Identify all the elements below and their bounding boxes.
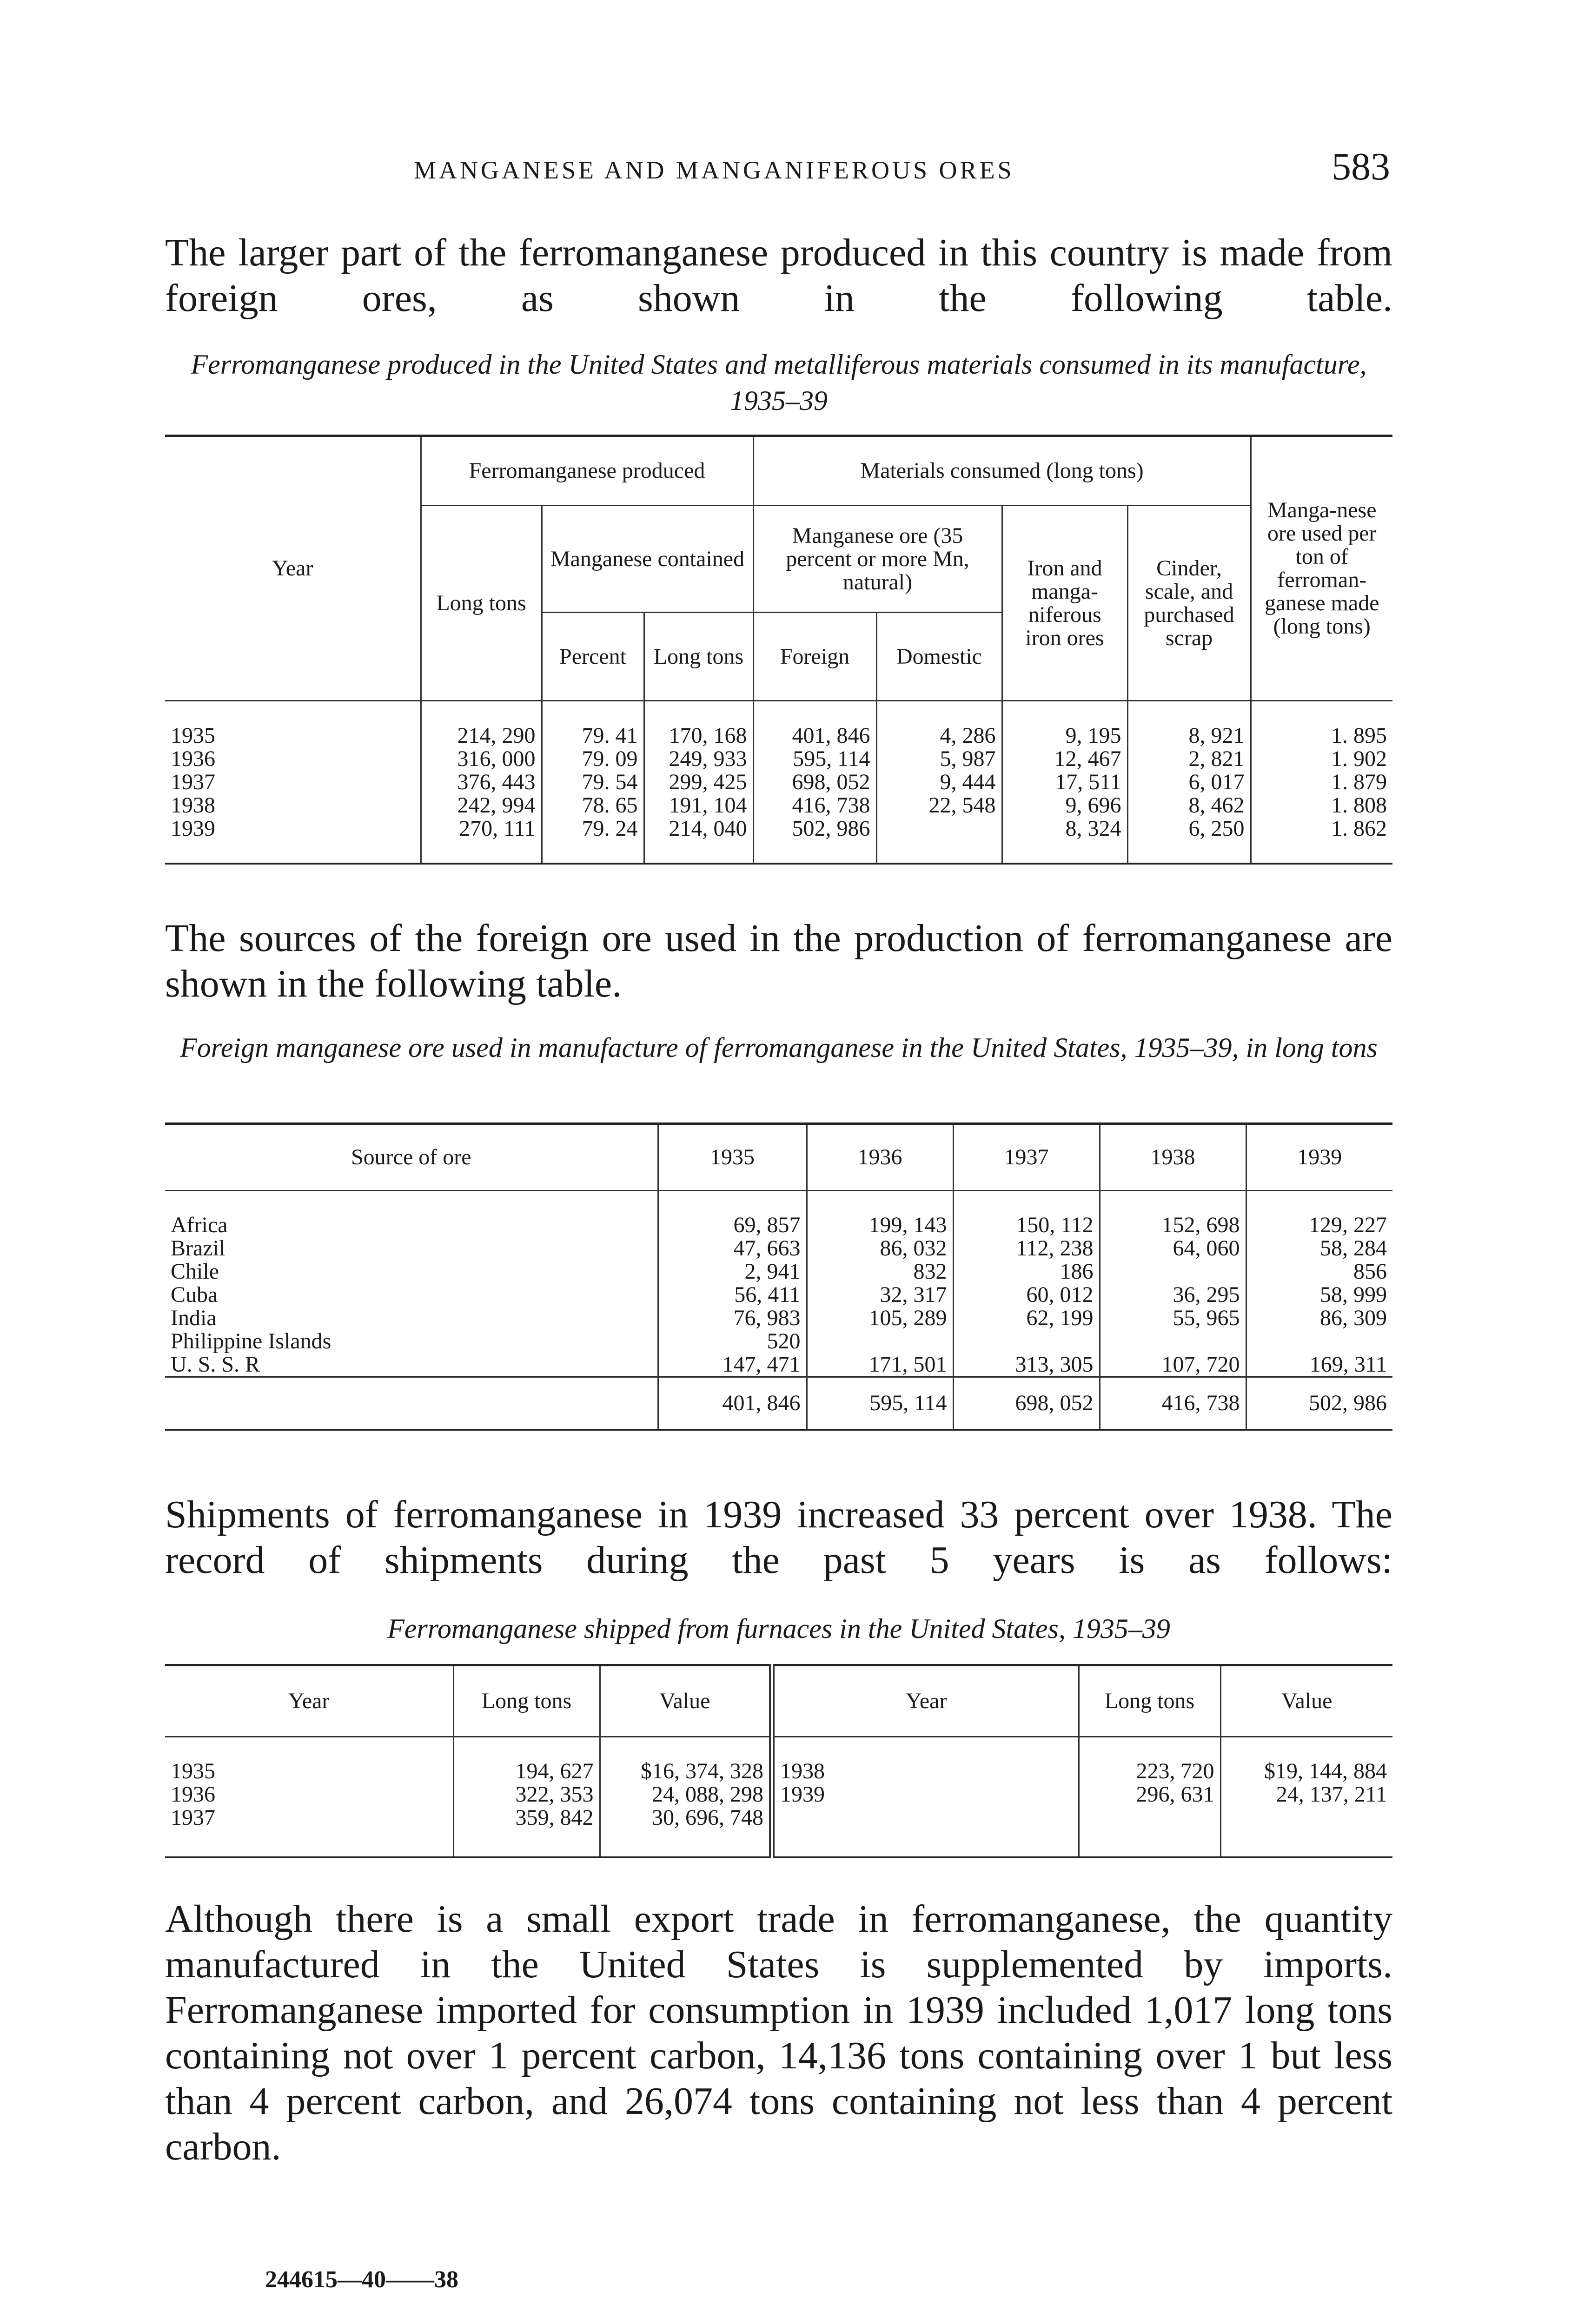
row-year: 1939 <box>171 816 215 841</box>
cell-1938: 64, 060 <box>1100 1237 1246 1260</box>
header-1939: 1939 <box>1246 1124 1392 1191</box>
cell-domestic: 22, 548 <box>876 794 1002 817</box>
cell-1939: 856 <box>1246 1260 1392 1283</box>
header-percent: Percent <box>542 613 644 701</box>
table-row <box>165 1283 1392 1307</box>
header-year: Year <box>165 436 421 701</box>
paragraph-intro: The larger part of the ferromanganese produced in this country is made from foreign ores, as shown in the following table. <box>165 231 1392 320</box>
cell-cinder: 2, 821 <box>1127 747 1251 771</box>
ferromanganese-production-table <box>165 435 1392 865</box>
cell-1939: 129, 227 <box>1246 1214 1392 1237</box>
foreign-ore-sources-table <box>165 1122 1392 1431</box>
running-title: MANGANESE AND MANGANIFEROUS ORES <box>414 156 1014 184</box>
table-row <box>165 771 1392 794</box>
cell-per-ton: 1. 902 <box>1251 747 1392 771</box>
row-year: 1937 <box>171 769 215 794</box>
cell-mn-tons: 191, 104 <box>644 794 753 817</box>
cell-value: $19, 144, 884 <box>1220 1760 1392 1783</box>
printer-code: 244615—40——38 <box>265 2266 458 2293</box>
cell-domestic: 9, 444 <box>876 771 1002 794</box>
cell-foreign: 502, 986 <box>753 817 876 840</box>
cell-value: 24, 137, 211 <box>1220 1783 1392 1806</box>
table-row <box>165 1330 1392 1353</box>
table-row <box>165 747 1392 771</box>
cell-long-tons: 296, 631 <box>1079 1783 1220 1806</box>
cell-value: 24, 088, 298 <box>600 1783 772 1806</box>
cell-long-tons: 376, 443 <box>421 771 542 794</box>
cell-1936: 832 <box>807 1260 953 1283</box>
row-year: 1938 <box>772 1760 1079 1783</box>
cell-mn-tons: 214, 040 <box>644 817 753 840</box>
header-1936: 1936 <box>807 1124 953 1191</box>
page-number: 583 <box>1332 145 1390 188</box>
table-row <box>165 794 1392 817</box>
header-value-right: Value <box>1220 1665 1392 1737</box>
header-mn-contained: Manganese contained <box>542 506 753 613</box>
cell-1935: 56, 411 <box>658 1283 807 1307</box>
cell-1936: 171, 501 <box>807 1353 953 1377</box>
row-year: 1936 <box>171 1782 215 1807</box>
cell-foreign: 416, 738 <box>753 794 876 817</box>
row-source: Brazil <box>171 1236 225 1261</box>
header-mn-ore-used-per-ton: Manga-nese ore used per ton of ferroman-ganese made (long tons) <box>1251 436 1392 701</box>
header-value-left: Value <box>600 1665 772 1737</box>
cell-1939: 58, 999 <box>1246 1283 1392 1307</box>
header-ferro-produced: Ferromanganese produced <box>421 436 753 506</box>
header-source: Source of ore <box>165 1124 658 1191</box>
cell-iron: 9, 696 <box>1002 794 1127 817</box>
cell-value <box>1220 1806 1392 1829</box>
cell-mn-tons: 249, 933 <box>644 747 753 771</box>
cell-1937: 62, 199 <box>953 1307 1100 1330</box>
cell-1938: 36, 295 <box>1100 1283 1246 1307</box>
cell-1939: 169, 311 <box>1246 1353 1392 1377</box>
header-long-tons-right: Long tons <box>1079 1665 1220 1737</box>
cell-long-tons: 322, 353 <box>453 1783 600 1806</box>
cell-foreign: 401, 846 <box>753 724 876 747</box>
cell-long-tons: 223, 720 <box>1079 1760 1220 1783</box>
table-row <box>165 1760 1392 1783</box>
table-row <box>165 817 1392 840</box>
header-long-tons-left: Long tons <box>453 1665 600 1737</box>
cell-1936 <box>807 1330 953 1353</box>
cell-1939: 58, 284 <box>1246 1237 1392 1260</box>
table-row <box>165 724 1392 747</box>
row-source: Cuba <box>171 1282 218 1307</box>
total-1937: 698, 052 <box>953 1377 1100 1430</box>
cell-1938: 55, 965 <box>1100 1307 1246 1330</box>
table-row <box>165 1307 1392 1330</box>
table3-caption: Ferromanganese shipped from furnaces in the United States, 1935–39 <box>387 1613 1170 1644</box>
cell-mn-tons: 170, 168 <box>644 724 753 747</box>
cell-iron: 8, 324 <box>1002 817 1127 840</box>
header-mn-long-tons: Long tons <box>644 613 753 701</box>
cell-percent: 78. 65 <box>542 794 644 817</box>
cell-1935: 76, 983 <box>658 1307 807 1330</box>
cell-foreign: 595, 114 <box>753 747 876 771</box>
cell-1935: 47, 663 <box>658 1237 807 1260</box>
cell-1937: 186 <box>953 1260 1100 1283</box>
paragraph-sources: The sources of the foreign ore used in the production of ferromanganese are shown in the following table. <box>165 917 1392 1005</box>
cell-1938 <box>1100 1330 1246 1353</box>
cell-1935: 520 <box>658 1330 807 1353</box>
cell-mn-tons: 299, 425 <box>644 771 753 794</box>
page-header <box>163 144 1390 195</box>
cell-iron: 17, 511 <box>1002 771 1127 794</box>
cell-long-tons: 242, 994 <box>421 794 542 817</box>
total-1935: 401, 846 <box>658 1377 807 1430</box>
table-row <box>165 1353 1392 1377</box>
table-row <box>165 1806 1392 1829</box>
cell-cinder: 8, 921 <box>1127 724 1251 747</box>
header-long-tons: Long tons <box>421 506 542 701</box>
cell-domestic <box>876 817 1002 840</box>
cell-long-tons: 359, 842 <box>453 1806 600 1829</box>
row-source: Africa <box>171 1213 228 1237</box>
table1-caption: Ferromanganese produced in the United States and metalliferous materials consumed in its manufacture, 1935–39 <box>191 349 1367 416</box>
row-year: 1938 <box>171 792 215 818</box>
total-1939: 502, 986 <box>1246 1377 1392 1430</box>
cell-long-tons: 270, 111 <box>421 817 542 840</box>
header-1938: 1938 <box>1100 1124 1246 1191</box>
table-row <box>165 1214 1392 1237</box>
cell-domestic: 4, 286 <box>876 724 1002 747</box>
cell-cinder: 6, 250 <box>1127 817 1251 840</box>
cell-iron: 9, 195 <box>1002 724 1127 747</box>
cell-1935: 147, 471 <box>658 1353 807 1377</box>
cell-1936: 199, 143 <box>807 1214 953 1237</box>
cell-1936: 105, 289 <box>807 1307 953 1330</box>
row-source: Philippine Islands <box>171 1329 331 1353</box>
cell-1938 <box>1100 1260 1246 1283</box>
cell-foreign: 698, 052 <box>753 771 876 794</box>
row-source: U. S. S. R <box>171 1352 260 1377</box>
cell-per-ton: 1. 895 <box>1251 724 1392 747</box>
cell-1939 <box>1246 1330 1392 1353</box>
cell-1938: 107, 720 <box>1100 1353 1246 1377</box>
cell-long-tons: 214, 290 <box>421 724 542 747</box>
header-materials-consumed: Materials consumed (long tons) <box>753 436 1251 506</box>
cell-1937: 150, 112 <box>953 1214 1100 1237</box>
cell-long-tons <box>1079 1806 1220 1829</box>
header-year-right: Year <box>772 1665 1079 1737</box>
cell-1937: 313, 305 <box>953 1353 1100 1377</box>
cell-1937: 112, 238 <box>953 1237 1100 1260</box>
cell-cinder: 8, 462 <box>1127 794 1251 817</box>
cell-percent: 79. 41 <box>542 724 644 747</box>
row-source: Chile <box>171 1259 219 1284</box>
cell-1935: 69, 857 <box>658 1214 807 1237</box>
header-cinder-scrap: Cinder, scale, and purchased scrap <box>1127 506 1251 701</box>
row-year: 1935 <box>171 724 215 747</box>
header-domestic: Domestic <box>876 613 1002 701</box>
cell-iron: 12, 467 <box>1002 747 1127 771</box>
row-year <box>772 1806 1079 1829</box>
total-1936: 595, 114 <box>807 1377 953 1430</box>
cell-cinder: 6, 017 <box>1127 771 1251 794</box>
header-1937: 1937 <box>953 1124 1100 1191</box>
cell-percent: 79. 24 <box>542 817 644 840</box>
cell-percent: 79. 09 <box>542 747 644 771</box>
row-year: 1939 <box>772 1783 1079 1806</box>
header-1935: 1935 <box>658 1124 807 1191</box>
header-mn-ore: Manganese ore (35 percent or more Mn, natural) <box>753 506 1002 613</box>
cell-1935: 2, 941 <box>658 1260 807 1283</box>
cell-1936: 32, 317 <box>807 1283 953 1307</box>
cell-1938: 152, 698 <box>1100 1214 1246 1237</box>
row-source: India <box>171 1306 217 1330</box>
cell-value: $16, 374, 328 <box>600 1760 772 1783</box>
totals-row <box>165 1377 1392 1430</box>
header-year-left: Year <box>165 1665 453 1737</box>
cell-per-ton: 1. 862 <box>1251 817 1392 840</box>
table-row <box>165 1237 1392 1260</box>
shipments-table <box>165 1664 1392 1858</box>
header-foreign: Foreign <box>753 613 876 701</box>
cell-long-tons: 316, 000 <box>421 747 542 771</box>
paragraph-imports: Although there is a small export trade in ferromanganese, the quantity manufactured in the United States is supplemented by imports. Ferromanganese imported for consumption in 1939 included 1,017 long tons containing not over 1 percent carbon, 14,136 tons containing over 1 but less than 4 percent carbon, and 26,074 tons containing not less than 4 percent carbon. <box>165 1897 1392 2168</box>
table-row <box>165 1783 1392 1806</box>
cell-percent: 79. 54 <box>542 771 644 794</box>
row-year: 1935 <box>171 1759 215 1783</box>
row-year: 1936 <box>171 746 215 771</box>
row-year: 1937 <box>171 1805 215 1830</box>
cell-1939: 86, 309 <box>1246 1307 1392 1330</box>
cell-1937 <box>953 1330 1100 1353</box>
cell-1936: 86, 032 <box>807 1237 953 1260</box>
cell-per-ton: 1. 808 <box>1251 794 1392 817</box>
table-row <box>165 1260 1392 1283</box>
total-1938: 416, 738 <box>1100 1377 1246 1430</box>
paragraph-shipments: Shipments of ferromanganese in 1939 increased 33 percent over 1938. The record of shipments during the past 5 years is as follows: <box>165 1493 1392 1582</box>
cell-value: 30, 696, 748 <box>600 1806 772 1829</box>
cell-long-tons: 194, 627 <box>453 1760 600 1783</box>
cell-1937: 60, 012 <box>953 1283 1100 1307</box>
table2-caption: Foreign manganese ore used in manufacture of ferromanganese in the United States, 1935–39, in long tons <box>180 1032 1378 1063</box>
header-iron-ores: Iron and manga-niferous iron ores <box>1002 506 1127 701</box>
cell-domestic: 5, 987 <box>876 747 1002 771</box>
cell-per-ton: 1. 879 <box>1251 771 1392 794</box>
